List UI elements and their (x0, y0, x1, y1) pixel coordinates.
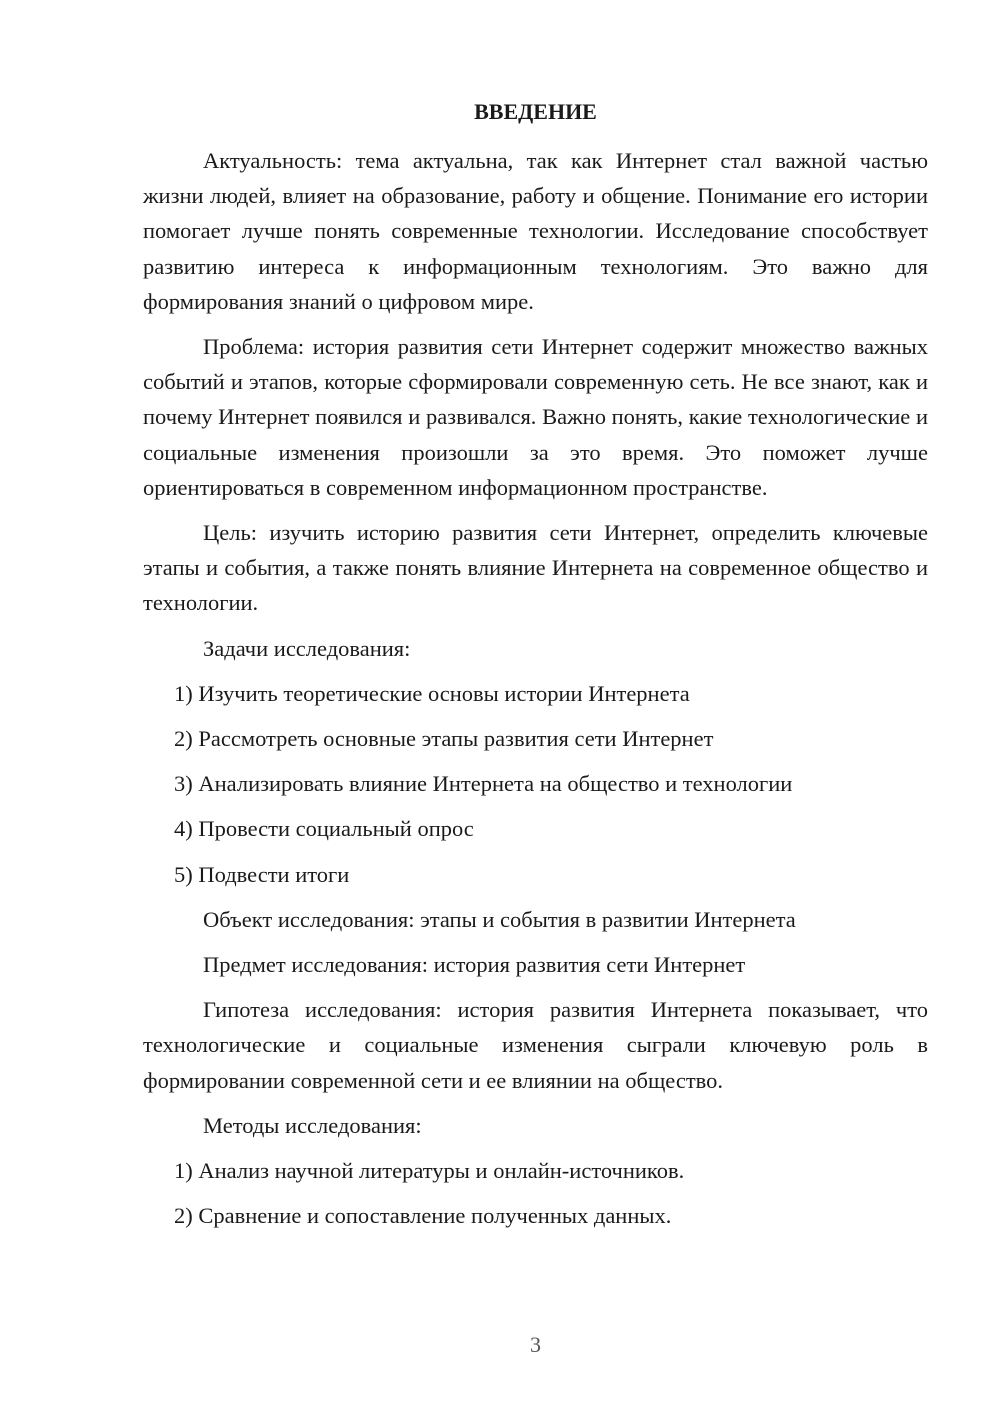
research-object: Объект исследования: этапы и события в развитии Интернета (203, 906, 796, 932)
task-item: 5) Подвести итоги (174, 861, 350, 887)
page-number: 3 (530, 1332, 541, 1357)
task-item: 3) Анализировать влияние Интернета на общество и технологии (174, 771, 793, 797)
problem-paragraph: Проблема: история развития сети Интернет содержит множество важных событий и этапов, которые сформировали современную сеть. Не все знают, как и почему Интернет появился и развивался. Важно понять, какие технологические и социальные изменения произошли за это время. Это поможет лучше ориентироваться в современном информационном пространстве. (143, 334, 928, 500)
research-subject: Предмет исследования: история развития сети Интернет (203, 952, 746, 978)
section-title: ВВЕДЕНИЕ (474, 99, 597, 124)
goal-paragraph: Цель: изучить историю развития сети Интернет, определить ключевые этапы и события, а также понять влияние Интернета на современное общество и технологии. (143, 520, 928, 616)
hypothesis-paragraph: Гипотеза исследования: история развития Интернета показывает, что технологические и социальные изменения сыграли ключевую роль в формировании современной сети и ее влиянии на общество. (143, 997, 928, 1093)
method-item: 2) Сравнение и сопоставление полученных данных. (174, 1203, 672, 1229)
task-item: 2) Рассмотреть основные этапы развития сети Интернет (174, 726, 714, 752)
task-item: 4) Провести социальный опрос (174, 816, 474, 842)
actuality-paragraph: Актуальность: тема актуальна, так как Интернет стал важной частью жизни людей, влияет на образование, работу и общение. Понимание его истории помогает лучше понять современные технологии. Исследование способствует развитию интереса к информационным технологиям. Это важно для формирования знаний о цифровом мире. (143, 148, 928, 314)
method-item: 1) Анализ научной литературы и онлайн-источников. (174, 1158, 685, 1184)
methods-heading: Методы исследования: (203, 1112, 422, 1138)
task-item: 1) Изучить теоретические основы истории Интернета (174, 680, 690, 706)
tasks-heading: Задачи исследования: (203, 635, 411, 661)
document-page (143, 94, 928, 1243)
